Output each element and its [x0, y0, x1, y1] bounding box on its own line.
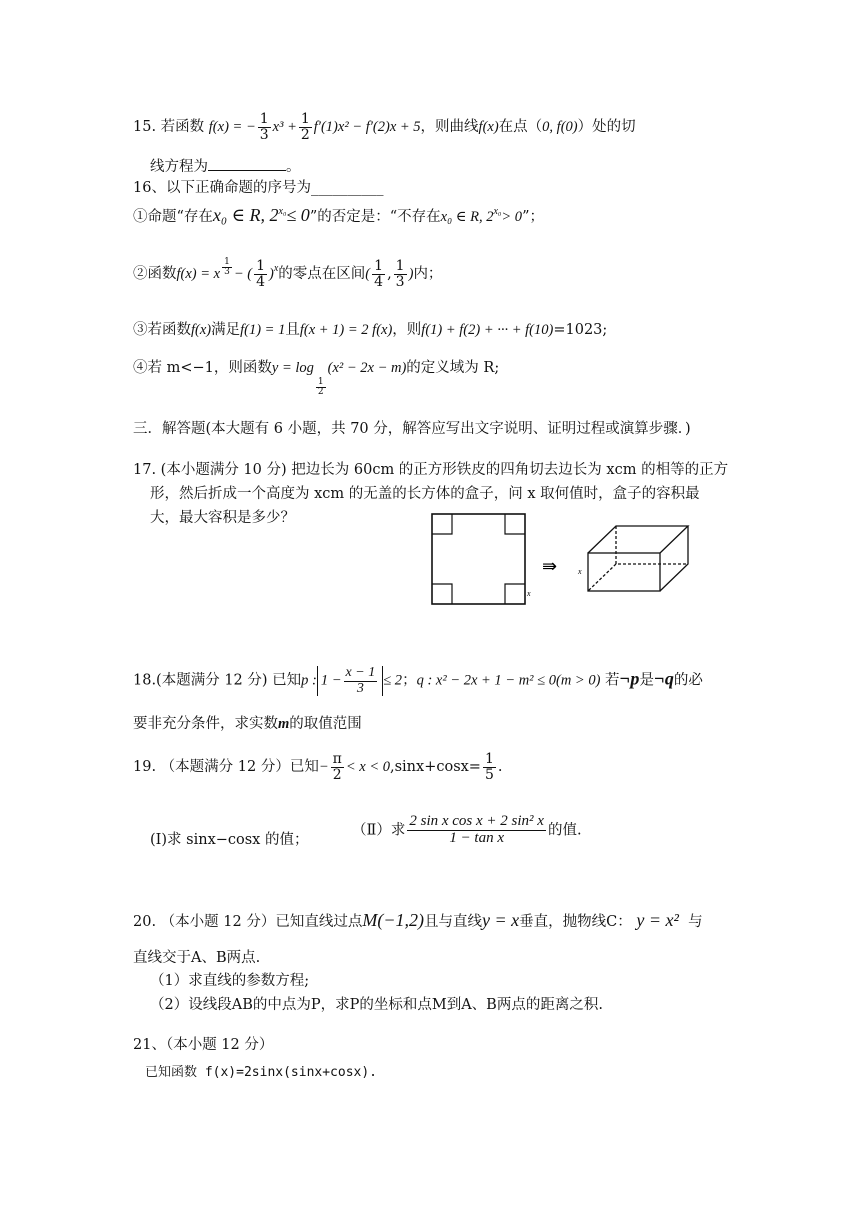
- q16-item2: ②函数f(x) = x $\frac{1}{3}$ − ( $\frac{1}{4}$ )$^x$的零点在区间( $\frac{1}{4}$ , $\frac{1}{3}$ )内；: [133, 257, 443, 290]
- q16-item2-e: 的零点在区间: [278, 266, 366, 282]
- q19-frac2: [483, 752, 496, 782]
- q16-item2-g2: [394, 259, 407, 289]
- q15-suffix: ，则曲线: [420, 119, 479, 136]
- q18-line2-b: m: [278, 716, 290, 732]
- q19-frac1: [331, 752, 344, 782]
- open-box: [588, 526, 688, 591]
- q18-e: q : x² − 2x + 1 − m² ≤ 0(m > 0): [416, 672, 601, 689]
- q18-line2: [133, 712, 362, 733]
- q16-item3-i: =1023;: [553, 322, 608, 338]
- q15-prefix: 15. 若函数: [133, 119, 205, 136]
- q15-point: 0, f(0): [542, 119, 578, 136]
- q20-sub1: （1）求直线的参数方程;: [150, 973, 310, 989]
- q18-d: ；: [402, 672, 417, 689]
- q16-item2-g1: [372, 259, 385, 289]
- q18-line2-c: 的取值范围: [289, 716, 362, 732]
- q16-item4-a: ④若 m<−1，则函数: [133, 360, 272, 376]
- q19-part2-frac: [407, 814, 546, 847]
- q19-frac1-n: π: [332, 751, 342, 767]
- q16-item3-d: f(1) = 1: [240, 322, 286, 338]
- q16-item2-frac-n: 1: [256, 257, 265, 274]
- q19-part2-a: （Ⅱ）求: [352, 822, 406, 839]
- q20-c: 且与直线: [423, 914, 482, 930]
- q15-tail: ）处的切: [577, 119, 636, 136]
- q18-f: 若: [605, 672, 620, 689]
- q19-part2-d: 1 − tan x: [449, 829, 505, 846]
- corner-squares: [432, 514, 525, 604]
- q15-formula-a: f(x) = −: [208, 119, 256, 136]
- q15-frac1-d: 3: [259, 126, 269, 143]
- q16-item4-base: [316, 378, 326, 398]
- q16-item2-g2-d: 3: [395, 273, 405, 290]
- arrow-icon: ⇛: [542, 556, 558, 577]
- q19-line1: [133, 752, 503, 782]
- q18-g: ¬p: [619, 668, 640, 689]
- q16-item2-g1-d: 4: [374, 273, 384, 290]
- q18-b: p :: [301, 672, 317, 689]
- q18-a: 18.(本题满分 12 分) 已知: [133, 672, 302, 689]
- q15-formula-b: x³ +: [272, 119, 297, 136]
- q19-part1: (Ⅰ)求 sinx−cosx 的值；: [150, 832, 309, 848]
- q21-line: 已知函数 f(x)=2sinx(sinx+cosx).: [145, 1065, 378, 1080]
- q16-item2-g2-n: 1: [395, 257, 405, 274]
- q16-item1-d: ”的否定是：“不存在: [309, 209, 441, 225]
- q16-item1-e: x₀ ∈ R, 2: [440, 209, 494, 225]
- q15-frac2-n: 1: [300, 111, 310, 127]
- q16-title: 16、以下正确命题的序号为__________: [133, 180, 384, 196]
- q16-item2-exp: [222, 258, 232, 278]
- q18-c-post: ≤ 2: [383, 672, 403, 689]
- q16-item4-base-n: 1: [317, 377, 324, 387]
- q15-line2-text: 线方程为: [150, 159, 208, 175]
- q16-item3-g: ，则: [392, 322, 422, 338]
- q16-item4-base-d: 2: [317, 387, 324, 398]
- q15-line2-end: 。: [286, 159, 301, 175]
- q16-item3-a: ③若函数: [133, 322, 191, 338]
- q16-item2-sup2: x: [273, 263, 279, 274]
- q20-d: y = x: [481, 910, 520, 930]
- q16-item1-c: ≤ 0: [286, 205, 310, 225]
- q20-line2: 直线交于A、B两点.: [133, 950, 261, 966]
- q19-part2: [352, 814, 582, 847]
- q16-item3: [133, 318, 607, 339]
- q19-a: 19. （本题满分 12 分）已知: [133, 759, 319, 776]
- q19-d: ,sinx+cosx=: [389, 759, 481, 776]
- q15-frac1: [258, 112, 271, 142]
- q15-frac2: [299, 112, 312, 142]
- q20-f: y = x²: [636, 910, 679, 930]
- q18-c-pre: 1 −: [320, 672, 342, 689]
- box-x-label: x: [578, 567, 582, 576]
- q16-item2-frac-d: 4: [256, 273, 265, 290]
- q16-item1-e-sup: x₀: [493, 206, 502, 217]
- q19-b: −: [318, 759, 329, 776]
- q17-line1: 17. (本小题满分 10 分) 把边长为 60cm 的正方形铁皮的四角切去边长为 xcm 的相等的正方: [133, 462, 729, 478]
- q16-item3-e: 且: [285, 322, 300, 338]
- q16-item4-d: 的定义域为 R;: [406, 360, 500, 376]
- q16-item1-g: ”；: [522, 209, 544, 225]
- q15-fx: f(x): [478, 119, 499, 136]
- q15-answer-blank: [208, 158, 286, 171]
- q16-item2-frac: [254, 259, 267, 289]
- q19-frac1-d: 2: [332, 766, 342, 783]
- q16-item4-b: y = log: [271, 360, 314, 376]
- sheet-outline: [432, 514, 525, 604]
- q17-line2: 形，然后折成一个高度为 xcm 的无盖的长方体的盒子，问 x 取何值时，盒子的容积最: [150, 486, 700, 502]
- q17-figure: [420, 510, 700, 610]
- q18-line2-a: 要非充分条件，求实数: [133, 716, 278, 732]
- sheet-x-label: x: [527, 589, 531, 598]
- q18-frac-d: 3: [356, 680, 364, 696]
- q16-item1-b: x₀ ∈ R, 2: [212, 205, 279, 225]
- q16-item1: [133, 205, 544, 226]
- q16-item2-f: (: [365, 266, 371, 282]
- q15-frac1-n: 1: [259, 111, 269, 127]
- section3-heading: 三．解答题(本大题有 6 小题，共 70 分，解答应写出文字说明、证明过程或演算步骤．): [133, 421, 691, 437]
- q18-frac: [344, 666, 378, 696]
- q16-item1-a: ①命题“存在: [133, 209, 213, 225]
- q15-frac2-d: 2: [300, 126, 310, 143]
- q16-item2-g1-n: 1: [374, 257, 384, 274]
- q20-line1: [133, 910, 703, 931]
- q18-line1: [133, 666, 703, 696]
- q16-item3-c: 满足: [211, 322, 241, 338]
- q19-frac2-d: 5: [484, 766, 494, 783]
- q20-g: 与: [688, 914, 703, 930]
- q19-e: .: [497, 759, 503, 776]
- q16-item4: [133, 356, 499, 398]
- q18-i: ¬q: [653, 668, 674, 689]
- q18-j: 的必: [673, 672, 703, 689]
- q15-line2: [150, 155, 301, 176]
- q16-item2-d: ): [269, 266, 274, 282]
- q19-part2-n: 2 sin x cos x + 2 sin² x: [409, 813, 544, 829]
- q16-item2-exp-n: 1: [224, 257, 230, 267]
- q16-item1-f: > 0: [501, 209, 523, 225]
- q20-e: 垂直，抛物线C：: [519, 914, 632, 930]
- q16-item2-b: f(x) = x: [176, 266, 221, 282]
- q18-h: 是: [639, 672, 654, 689]
- q16-item2-c: − (: [233, 266, 253, 282]
- q15-at-point: 在点（: [498, 119, 543, 136]
- q19-c: < x < 0: [345, 759, 390, 776]
- q17-line3: 大，最大容积是多少？: [150, 510, 295, 526]
- q16-item4-c: (x² − 2x − m): [327, 360, 407, 376]
- q16-item2-h: ): [408, 266, 414, 282]
- q16-item2-exp-d: 3: [224, 267, 230, 278]
- q15-line1: [133, 112, 636, 142]
- q18-frac-n: x − 1: [345, 665, 376, 680]
- q20-a: 20. （本小题 12 分）已知直线过点: [133, 914, 363, 930]
- q21-title: 21、（本小题 12 分）: [133, 1037, 274, 1053]
- q16-item1-b-sup: x₀: [278, 206, 287, 217]
- q16-item3-f: f(x + 1) = 2 f(x): [299, 322, 393, 338]
- q20-sub2: （2）设线段AB的中点为P，求P的坐标和点M到A、B两点的距离之积.: [150, 997, 603, 1013]
- q16-item2-i: 内；: [413, 266, 443, 282]
- q16-item3-h: f(1) + f(2) + ··· + f(10): [421, 322, 554, 338]
- q16-item3-b: f(x): [191, 322, 212, 338]
- q19-frac2-n: 1: [484, 751, 494, 767]
- q16-item2-a: ②函数: [133, 266, 177, 282]
- q18-abs: [317, 666, 383, 696]
- q15-formula-c: f′(1)x² − f′(2)x + 5: [313, 119, 421, 136]
- q20-b: M(−1,2): [362, 910, 424, 930]
- q19-part2-b: 的值.: [547, 822, 582, 839]
